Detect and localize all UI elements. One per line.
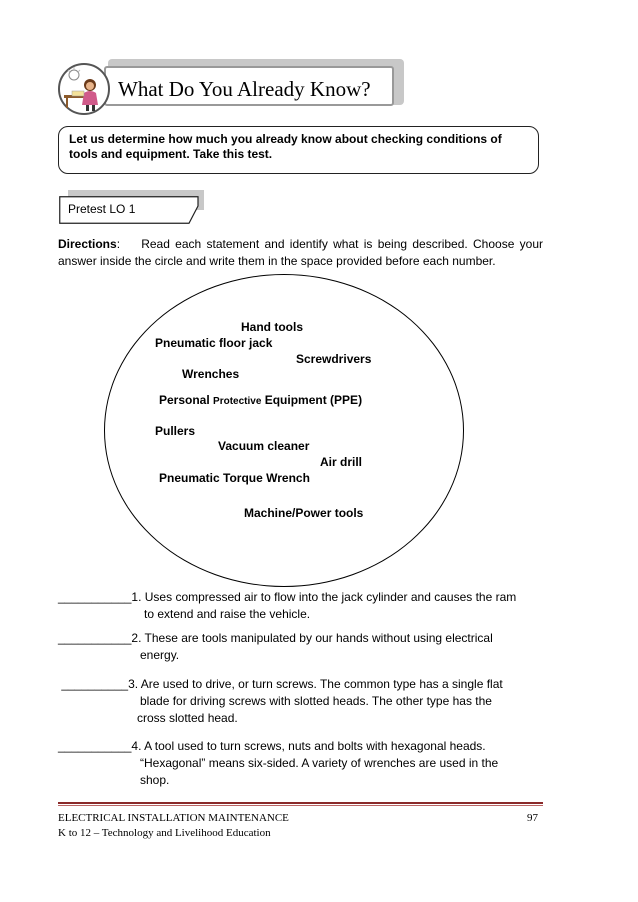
question-4: [58, 738, 528, 789]
choice-ppe: [159, 393, 362, 409]
pretest-label: Pretest LO 1: [68, 202, 136, 216]
choice-air-drill: Air drill: [320, 455, 363, 469]
footer-subject: ELECTRICAL INSTALLATION MAINTENANCE: [58, 812, 289, 824]
answer-blank-1[interactable]: ___________: [58, 590, 132, 604]
choice-screwdrivers: Screwdrivers: [296, 352, 372, 366]
choice-machine-power-tools: Machine/Power tools: [244, 506, 364, 520]
choice-ppe-part3: Equipment (PPE): [261, 393, 363, 407]
question-4-cont-2: shop.: [140, 773, 170, 787]
footer-rule: [58, 802, 543, 804]
choice-wrenches: Wrenches: [182, 367, 240, 381]
directions-text: Read each statement and identify what is being described. Choose your answer inside the circle and write them in the space provided before each number.: [58, 237, 544, 268]
question-1-text: 1. Uses compressed air to flow into the jack cylinder and causes the ram: [131, 590, 517, 604]
question-1: [58, 589, 528, 623]
question-4-text: 4. A tool used to turn screws, nuts and bolts with hexagonal heads.: [131, 739, 486, 753]
question-2-cont: energy.: [140, 648, 180, 662]
footer-course: K to 12 – Technology and Livelihood Education: [58, 827, 271, 839]
answer-blank-4[interactable]: ___________: [58, 739, 132, 753]
intro-text: Let us determine how much you already know about checking conditions of tools and equipment. Take this test.: [69, 132, 502, 161]
page-number: 97: [527, 812, 538, 824]
question-2-text: 2. These are tools manipulated by our hands without using electrical: [131, 631, 493, 645]
choice-pullers: Pullers: [155, 424, 196, 438]
page-title: What Do You Already Know?: [118, 77, 371, 101]
student-illustration: [58, 63, 110, 115]
choice-ppe-part2: Protective: [213, 396, 262, 407]
choice-pneumatic-floor-jack: Pneumatic floor jack: [155, 336, 273, 350]
footer-text: [58, 811, 289, 841]
question-2: [58, 630, 528, 664]
choice-vacuum-cleaner: Vacuum cleaner: [218, 439, 310, 453]
question-1-cont: to extend and raise the vehicle.: [144, 607, 311, 621]
footer-rule-thin: [58, 805, 543, 806]
answer-blank-3[interactable]: __________: [58, 677, 129, 691]
directions-label: Directions: [58, 237, 117, 251]
choice-ppe-part1: Personal: [159, 393, 214, 407]
question-3-text: 3. Are used to drive, or turn screws. The common type has a single flat: [128, 677, 503, 691]
choice-hand-tools: Hand tools: [241, 320, 303, 334]
question-3-cont-2: cross slotted head.: [137, 711, 238, 725]
directions-paragraph: Directions: Read each statement and identify what is being described. Choose your answer inside the circle and write them in the space provided before each number.: [58, 237, 544, 268]
intro-box: [58, 126, 539, 174]
question-4-cont-1: “Hexagonal” means six-sided. A variety of wrenches are used in the: [140, 756, 499, 770]
question-3: [58, 676, 528, 727]
student-reading-icon: [60, 65, 108, 113]
choice-pneumatic-torque-wrench: Pneumatic Torque Wrench: [159, 471, 310, 485]
answer-blank-2[interactable]: ___________: [58, 631, 132, 645]
question-3-cont-1: blade for driving screws with slotted heads. The other type has the: [140, 694, 492, 708]
